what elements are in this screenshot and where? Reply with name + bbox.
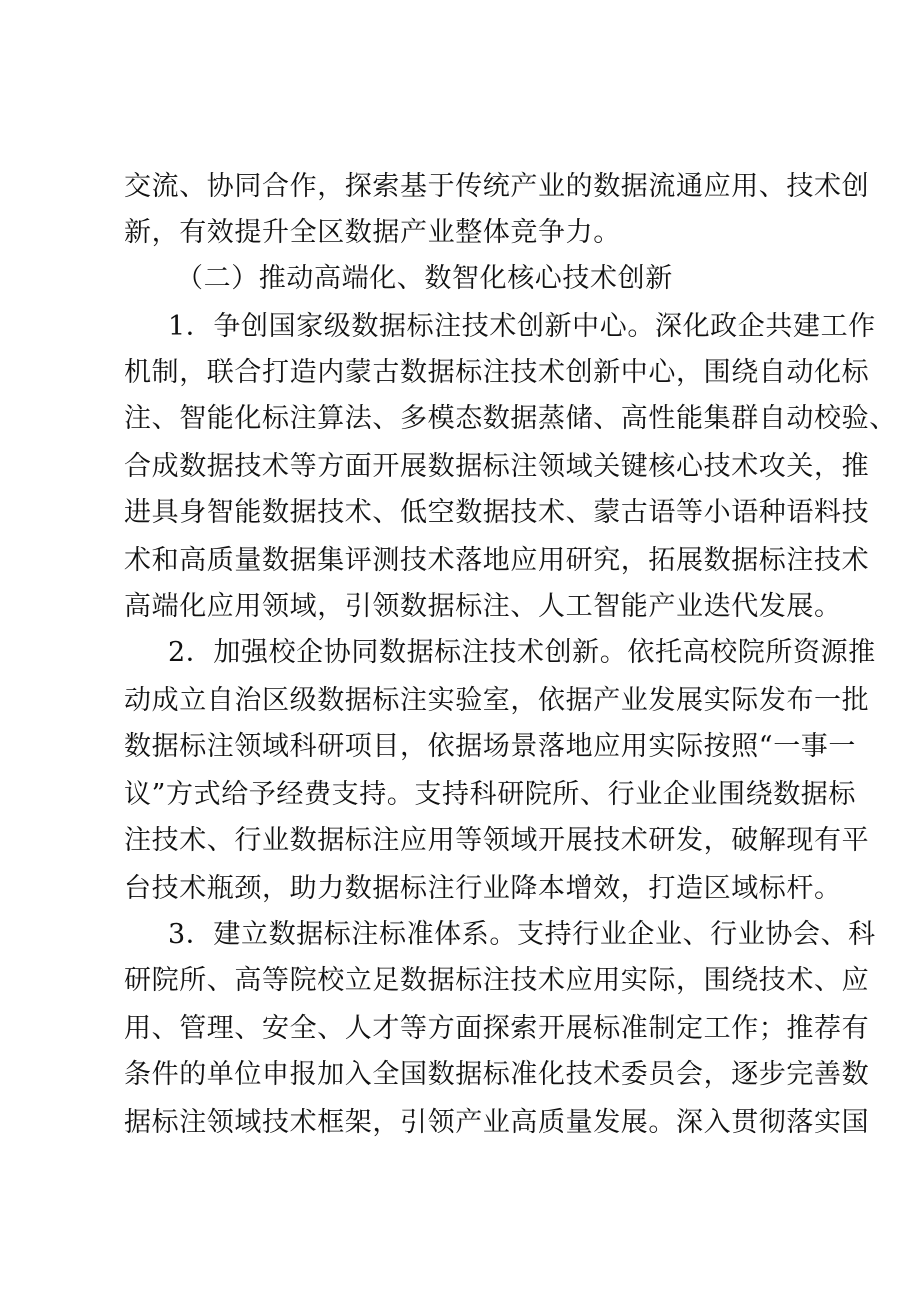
- paragraph-line: 机制，联合打造内蒙古数据标注技术创新中心，围绕自动化标: [124, 357, 870, 388]
- paragraph-line: 议”方式给予经费支持。支持科研院所、行业企业围绕数据标: [124, 779, 857, 810]
- paragraph-line: 条件的单位申报加入全国数据标准化技术委员会，逐步完善数: [124, 1059, 870, 1090]
- paragraph-line: 注、智能化标注算法、多模态数据蒸储、高性能集群自动校验、: [124, 403, 897, 434]
- item-heading-line: 1．争创国家级数据标注技术创新中心。深化政企共建工作: [168, 311, 876, 342]
- paragraph-line: 动成立自治区级数据标注实验室，依据产业发展实际发布一批: [124, 685, 870, 716]
- item-heading-line: 2．加强校企协同数据标注技术创新。依托高校院所资源推: [168, 637, 876, 668]
- paragraph-line: 合成数据技术等方面开展数据标注领域关键核心技术攻关，推: [124, 451, 870, 482]
- paragraph-line: 新，有效提升全区数据产业整体竞争力。: [124, 217, 621, 248]
- paragraph-line: 研院所、高等院校立足数据标注技术应用实际，围绕技术、应: [124, 965, 870, 996]
- paragraph-line: 数据标注领域科研项目，依据场景落地应用实际按照“一事一: [124, 731, 857, 762]
- paragraph-line: 高端化应用领域，引领数据标注、人工智能产业迭代发展。: [124, 591, 842, 622]
- paragraph-line: 注技术、行业数据标注应用等领域开展技术研发，破解现有平: [124, 825, 870, 856]
- paragraph-line: 进具身智能数据技术、低空数据技术、蒙古语等小语种语料技: [124, 497, 870, 528]
- paragraph-line: 交流、协同合作，探索基于传统产业的数据流通应用、技术创: [124, 171, 870, 202]
- section-heading: （二）推动高端化、数智化核心技术创新: [176, 263, 673, 294]
- item-heading-line: 3．建立数据标注标准体系。支持行业企业、行业协会、科: [168, 919, 876, 950]
- paragraph-line: 用、管理、安全、人才等方面探索开展标准制定工作；推荐有: [124, 1013, 870, 1044]
- paragraph-line: 术和高质量数据集评测技术落地应用研究，拓展数据标注技术: [124, 545, 870, 576]
- paragraph-line: 台技术瓶颈，助力数据标注行业降本增效，打造区域标杆。: [124, 873, 842, 904]
- paragraph-line: 据标注领域技术框架，引领产业高质量发展。深入贯彻落实国: [124, 1107, 870, 1138]
